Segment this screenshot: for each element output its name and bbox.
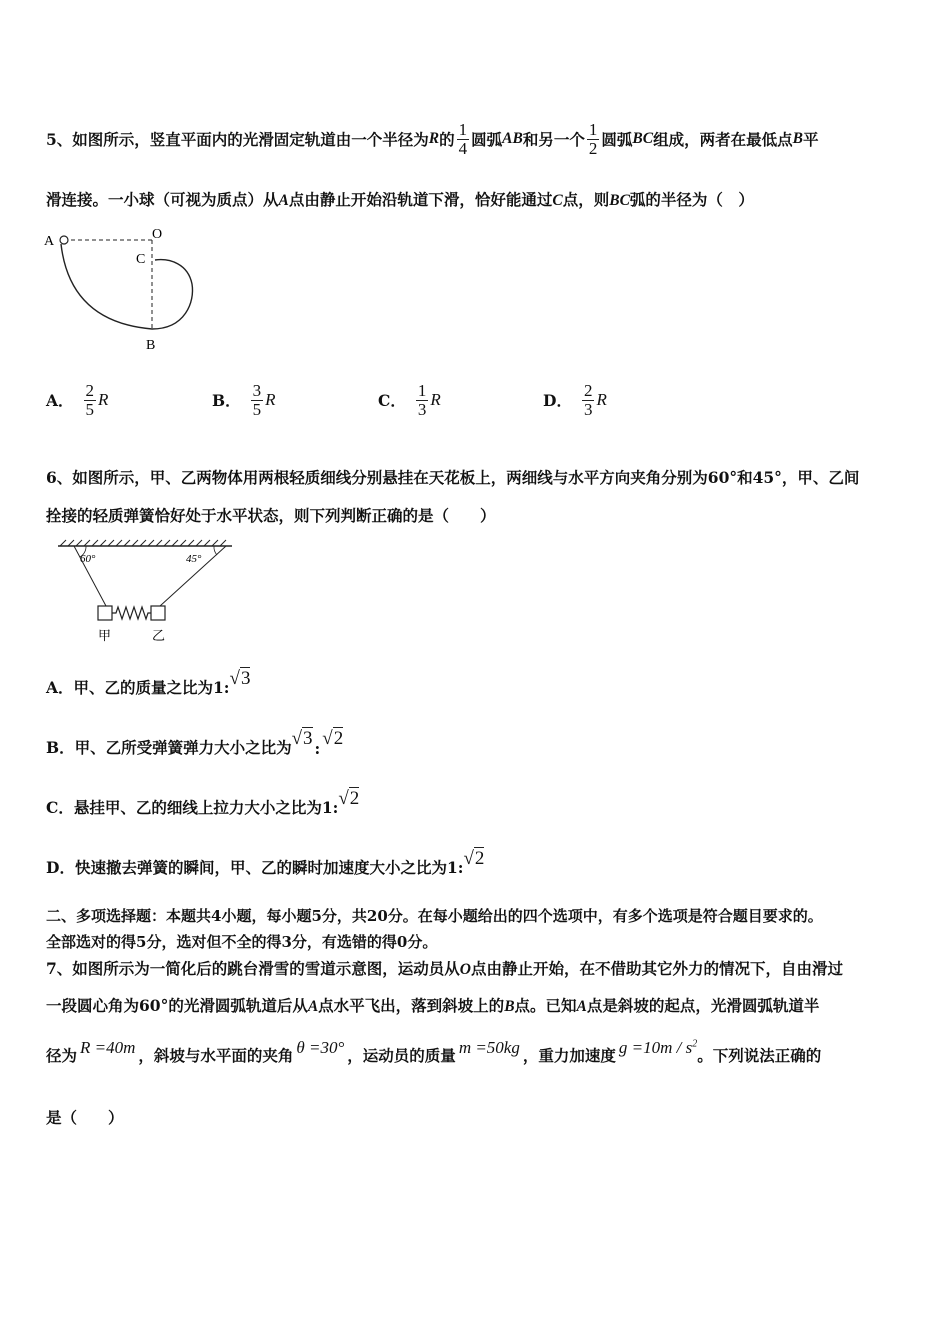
var-a: A [307, 998, 319, 1015]
var-r: R [428, 130, 440, 147]
var-bc: BC [609, 192, 630, 209]
label-o: O [152, 227, 163, 242]
var-ab: AB [502, 130, 523, 147]
q6-option-a[interactable]: A．甲、乙的质量之比为1: √3 [46, 668, 251, 697]
angle-60-label: 60° [80, 553, 96, 565]
var-c: C [552, 192, 563, 209]
q5-text: 圆弧 [601, 130, 633, 149]
q5-option-a[interactable]: A． $\frac{2}{5}$ R [46, 381, 109, 419]
sqrt-3: √3 [291, 728, 313, 749]
q6-option-d[interactable]: D．快速撤去弹簧的瞬间，甲、乙的瞬时加速度大小之比为1: √2 [46, 848, 485, 877]
option-fraction: $\frac{1}{3}$ [417, 381, 427, 419]
q7-line4: 是（ ） [46, 1108, 124, 1127]
label-jia: 甲 [98, 629, 112, 644]
sqrt-2: √2 [338, 788, 360, 809]
fraction-half: $\frac{1}{2}$ [588, 119, 598, 158]
q5-option-d[interactable]: D． $\frac{2}{3}$ R [543, 381, 607, 419]
var-o: O [459, 961, 471, 978]
sqrt-2: √2 [463, 848, 485, 869]
fraction-quarter: $\frac{1}{4}$ [458, 119, 468, 158]
q5-text: 和另一个 [522, 130, 585, 149]
option-fraction: $\frac{2}{3}$ [583, 381, 593, 419]
q6-option-c[interactable]: C．悬挂甲、乙的细线上拉力大小之比为1: √2 [46, 788, 360, 817]
option-fraction: $\frac{2}{5}$ [85, 381, 95, 419]
q6-option-b[interactable]: B．甲、乙所受弹簧弹力大小之比为 √3 : √2 [46, 728, 344, 758]
math-theta: θ =30° [296, 1038, 345, 1057]
label-a: A [44, 234, 55, 249]
q7-line1: 7、如图所示为一简化后的跳台滑雪的雪道示意图，运动员从O点由静止开始，在不借助其它外力的情况下，自由滑过 [46, 959, 844, 978]
q5-text: 5、如图所示，竖直平面内的光滑固定轨道由一个半径为 [46, 130, 429, 149]
q6-line1: 6、如图所示，甲、乙两物体用两根轻质细线分别悬挂在天花板上，两细线与水平方向夹角分别为60°和45°，甲、乙间 [46, 468, 860, 487]
option-fraction: $\frac{3}{5}$ [252, 381, 262, 419]
var-b: B [792, 130, 803, 147]
q5-option-c[interactable]: C． $\frac{1}{3}$ R [378, 381, 441, 419]
math-radius: R =40m [80, 1038, 136, 1057]
q5-track-diagram [40, 222, 210, 357]
label-b: B [146, 338, 156, 353]
math-gravity: $g =10m / s^2$ [618, 1038, 698, 1057]
sqrt-2: √2 [322, 728, 344, 749]
q5-text: 的 [439, 130, 455, 149]
var-a: A [278, 192, 289, 209]
math-mass: m =50kg [458, 1038, 520, 1057]
label-c: C [136, 252, 146, 267]
q7-line3: 径为 R =40m ，斜坡与水平面的夹角 θ =30° ，运动员的质量 m =50kg ，重力加速度 $g =10m / s^2$ 。下列说法正确的 [46, 1038, 822, 1065]
var-a: A [576, 998, 587, 1015]
sqrt-3: √3 [229, 668, 251, 689]
angle-45-label: 45° [186, 553, 202, 565]
q5-line2: 滑连接。一小球（可视为质点）从A点由静止开始沿轨道下滑，恰好能通过C点，则BC弧的半径为（ ） [46, 190, 754, 209]
q5-text: 平 [802, 130, 819, 149]
var-b: B [504, 998, 515, 1015]
q5-line1 [46, 104, 818, 174]
q5-option-b[interactable]: B． $\frac{3}{5}$ R [212, 381, 276, 419]
block-jia [98, 606, 112, 620]
q5-text: 圆弧 [471, 130, 503, 149]
q7-line2: 一段圆心角为60°的光滑圆弧轨道后从A点水平飞出，落到斜坡上的B点。已知A点是斜坡的起点，光滑圆弧轨道半 [46, 996, 820, 1015]
q5-text: 组成，两者在最低点 [653, 130, 793, 149]
q6-spring-diagram [56, 538, 236, 646]
section2-line1: 二、多项选择题：本题共4小题，每小题5分，共20分。在每小题给出的四个选项中，有多个选项是符合题目要求的。 [46, 907, 823, 925]
spring [112, 607, 151, 619]
section2-line2: 全部选对的得5分，选对但不全的得3分，有选错的得0分。 [46, 933, 438, 951]
q6-line2: 拴接的轻质弹簧恰好处于水平状态，则下列判断正确的是（ ） [46, 506, 496, 525]
label-yi: 乙 [152, 629, 166, 644]
block-yi [151, 606, 165, 620]
var-bc: BC [632, 130, 654, 147]
